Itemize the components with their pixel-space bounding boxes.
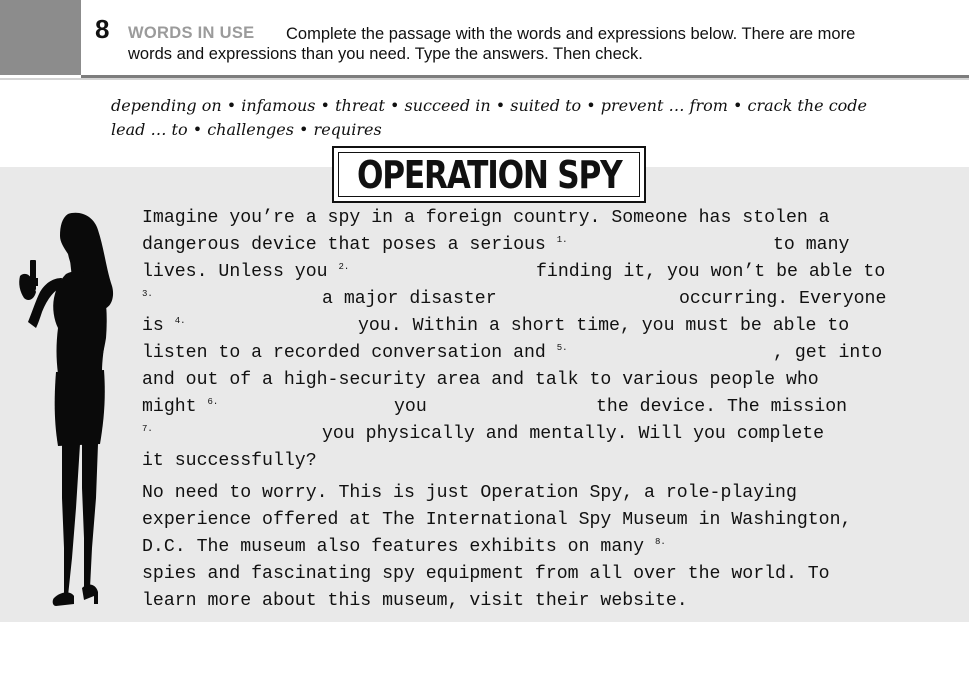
word-bank-line1: depending on • infamous • threat • succeed in • suited to • prevent … from • crack the code bbox=[111, 96, 868, 115]
blank-marker-3: 3. bbox=[142, 289, 153, 299]
passage-line: D.C. The museum also features exhibits on many $^{8.}$ bbox=[142, 537, 666, 557]
passage-line-segment: a major disaster bbox=[322, 289, 497, 309]
exercise-instruction-line1: Complete the passage with the words and expressions below. There are more bbox=[286, 25, 856, 43]
passage-line-segment: you. Within a short time, you must be able to bbox=[358, 316, 850, 336]
passage-line: dangerous device that poses a serious $^{1.}$ bbox=[142, 235, 568, 255]
header-divider-light bbox=[0, 78, 969, 80]
passage-line-segment: the device. The mission bbox=[596, 397, 848, 417]
passage-line: might $^{6.}$ bbox=[142, 397, 219, 417]
passage-line: learn more about this museum, visit their website. bbox=[142, 591, 688, 611]
word-bank bbox=[111, 94, 867, 142]
passage-line-segment: to many bbox=[773, 235, 850, 255]
exercise-title: WORDS IN USE bbox=[128, 24, 255, 42]
blank-marker-2: 2. bbox=[338, 262, 350, 272]
passage-line-segment: occurring. Everyone bbox=[679, 289, 887, 309]
passage-line: Imagine you’re a spy in a foreign country. Someone has stolen a bbox=[142, 208, 830, 228]
passage-line: spies and fascinating spy equipment from all over the world. To bbox=[142, 564, 830, 584]
passage-line-segment: , get into bbox=[773, 343, 883, 363]
passage-line: is $^{4.}$ bbox=[142, 316, 186, 336]
blank-marker-1: 1. bbox=[556, 235, 568, 245]
passage-line: and out of a high-security area and talk to various people who bbox=[142, 370, 819, 390]
blank-marker-4: 4. bbox=[174, 316, 186, 326]
passage-line-segment: finding it, you won’t be able to bbox=[536, 262, 886, 282]
exercise-header bbox=[0, 0, 969, 80]
passage-line bbox=[142, 424, 153, 451]
blank-marker-5: 5. bbox=[556, 343, 568, 353]
exercise-instruction-line2: words and expressions than you need. Type the answers. Then check. bbox=[128, 45, 643, 63]
passage-title: OPERATION SPY bbox=[356, 152, 622, 197]
passage-line: it successfully? bbox=[142, 451, 317, 471]
header-tab bbox=[0, 0, 81, 75]
blank-marker-6: 6. bbox=[207, 397, 219, 407]
passage-line-segment: you bbox=[394, 397, 427, 417]
blank-marker-8: 8. bbox=[654, 537, 666, 547]
passage-title-box bbox=[332, 146, 646, 203]
passage-line: experience offered at The International Spy Museum in Washington, bbox=[142, 510, 852, 530]
passage-line-segment: you physically and mentally. Will you complete bbox=[322, 424, 825, 444]
passage-line: No need to worry. This is just Operation Spy, a role-playing bbox=[142, 483, 797, 503]
passage-line bbox=[142, 289, 153, 316]
passage-line: listen to a recorded conversation and $^{5.}$ bbox=[142, 343, 568, 363]
word-bank-line2: lead … to • challenges • requires bbox=[111, 120, 382, 139]
blank-marker-7: 7. bbox=[142, 424, 153, 434]
spy-silhouette-icon bbox=[10, 208, 130, 616]
passage-line: lives. Unless you $^{2.}$ bbox=[142, 262, 350, 282]
exercise-number: 8 bbox=[95, 14, 110, 44]
